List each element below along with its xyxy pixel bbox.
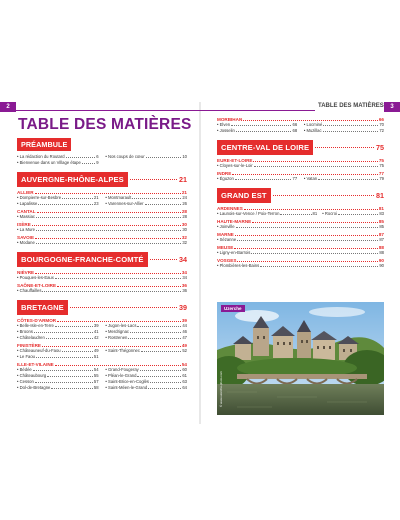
toc-entry[interactable]: • Pouques-les-Eaux 34 (17, 275, 187, 280)
toc-entry[interactable]: • Launois-sur-Vence / Poix-Terron 81 (217, 211, 318, 216)
toc-entry[interactable]: • Cesson 57 (17, 379, 99, 384)
region-grand-est[interactable]: GRAND EST 81 (217, 188, 384, 203)
toc-entry[interactable]: • Nos coups de cœur 10 (105, 154, 187, 159)
toc-entry[interactable]: • Bienvenue dans un Village étape 9 (17, 160, 99, 165)
toc-entry[interactable]: • Merdrignac 46 (105, 329, 187, 334)
dept-saone-et-loire[interactable]: SAÔNE-ET-LOIRE 36 (17, 283, 187, 288)
toc-entry[interactable]: • Varennes-sur-Allier 26 (105, 201, 187, 206)
dept-ille-et-vilaine[interactable]: ILLE-ET-VILAINE 54 (17, 362, 187, 367)
photo-credit: © www.uzerche-photo.com (219, 371, 223, 407)
toc-entry[interactable]: • Locminé 70 (303, 122, 384, 127)
dept-vosges[interactable]: VOSGES 90 (217, 258, 384, 263)
toc-entry[interactable]: • Châteauneuf-du-Faou 49 (17, 348, 99, 353)
toc-entry[interactable]: • Plombières-les-Bains 90 (217, 263, 384, 268)
toc-entry[interactable]: • Grand-Fougeray 60 (105, 367, 187, 372)
region-preambule: PRÉAMBULE (17, 138, 187, 151)
toc-entry[interactable]: • Saint-Méen-le-Grand 64 (105, 385, 187, 390)
gutter (199, 102, 201, 424)
toc-entry[interactable]: • Dol-de-Bretagne 58 (17, 385, 99, 390)
toc-entry[interactable]: • Belle-Isle-en-Terre 39 (17, 323, 99, 328)
toc-entry[interactable]: • Muzillac 72 (303, 128, 384, 133)
dept-nievre[interactable]: NIÈVRE 34 (17, 270, 187, 275)
toc-entry[interactable]: • Elven 66 (217, 122, 298, 127)
toc-entry[interactable]: • La rédaction du Routard 6 (17, 154, 99, 159)
toc-entry[interactable]: • Bédée 54 (17, 367, 99, 372)
preambule-entries (17, 154, 187, 166)
photo-caption: Uzerche (221, 305, 245, 312)
dept-cotes-darmor[interactable]: CÔTES-D'ARMOR 39 (17, 318, 187, 323)
dept-allier[interactable]: ALLIER 21 (17, 190, 187, 195)
toc-entry[interactable]: • Châtelaudren 42 (17, 335, 99, 340)
dept-cantal[interactable]: CANTAL 28 (17, 209, 187, 214)
dept-haute-marne[interactable]: HAUTE-MARNE 85 (217, 219, 384, 224)
toc-entry[interactable]: • Saint-Brice-en-Coglès 63 (105, 379, 187, 384)
town-photo (217, 302, 384, 415)
toc-entry[interactable]: • Rocroi 83 (322, 211, 384, 216)
dept-morbihan[interactable]: MORBIHAN 66 (217, 117, 384, 122)
toc-entry[interactable]: • Saint-Thégonnec 52 (105, 348, 187, 353)
toc-entry[interactable]: • Vatan 79 (303, 176, 384, 181)
left-page-header (0, 102, 200, 112)
toc-entry[interactable]: • Ligny-en-Barrois 88 (217, 250, 384, 255)
dept-savoie[interactable]: SAVOIE 32 (17, 235, 187, 240)
page-title: TABLE DES MATIÈRES (18, 116, 192, 133)
dept-isere[interactable]: ISÈRE 30 (17, 222, 187, 227)
region-centre-val-de-loire[interactable]: CENTRE-VAL DE LOIRE 75 (217, 140, 384, 155)
region-bfc[interactable]: BOURGOGNE-FRANCHE-COMTÉ 34 (17, 252, 187, 267)
toc-entry[interactable]: • Éguzon 77 (217, 176, 298, 181)
toc-entry[interactable]: • Dompierre-sur-Besbre 21 (17, 195, 99, 200)
toc-entry[interactable]: • La Mure 30 (17, 227, 187, 232)
toc-entry[interactable]: • Montmarault 24 (105, 195, 187, 200)
book-spread (0, 102, 400, 424)
toc-entry[interactable]: • Massiac 28 (17, 214, 187, 219)
toc-entry[interactable]: • Chauffailles 36 (17, 288, 187, 293)
toc-entry[interactable]: • Modane 32 (17, 240, 187, 245)
right-page-header (200, 102, 400, 112)
toc-entry[interactable]: • Jugon-les-Lacs 44 (105, 323, 187, 328)
region-bretagne[interactable]: BRETAGNE 39 (17, 300, 187, 315)
dept-finistere[interactable]: FINISTÈRE 49 (17, 343, 187, 348)
dept-ardennes[interactable]: ARDENNES 81 (217, 206, 384, 211)
left-column (17, 138, 187, 391)
right-column (217, 115, 384, 269)
running-title: TABLE DES MATIÈRES (318, 103, 384, 109)
toc-entry[interactable]: • Broons 41 (17, 329, 99, 334)
dept-meuse[interactable]: MEUSE 88 (217, 245, 384, 250)
toc-entry[interactable]: • Cloyes-sur-le-Loir 75 (217, 163, 384, 168)
dept-eure-et-loire[interactable]: EURE-ET-LOIRE 75 (217, 158, 384, 163)
toc-entry[interactable]: • Le Faou 51 (17, 354, 99, 359)
toc-entry[interactable]: • Rostrenen 47 (105, 335, 187, 340)
toc-entry[interactable]: • Châteaubourg 55 (17, 373, 99, 378)
dept-indre[interactable]: INDRE 77 (217, 171, 384, 176)
region-aura[interactable]: AUVERGNE-RHÔNE-ALPES 21 (17, 172, 187, 187)
dept-marne[interactable]: MARNE 87 (217, 232, 384, 237)
toc-entry[interactable]: • Sézanne 87 (217, 237, 384, 242)
toc-entry[interactable]: • Josselin 68 (217, 128, 298, 133)
toc-entry[interactable]: • Lapalisse 23 (17, 201, 99, 206)
left-page-number: 2 (0, 102, 16, 112)
toc-entry[interactable]: • Joinville 85 (217, 224, 384, 229)
right-page-number: 3 (384, 102, 400, 112)
toc-entry[interactable]: • Pléan-le-Grand 61 (105, 373, 187, 378)
